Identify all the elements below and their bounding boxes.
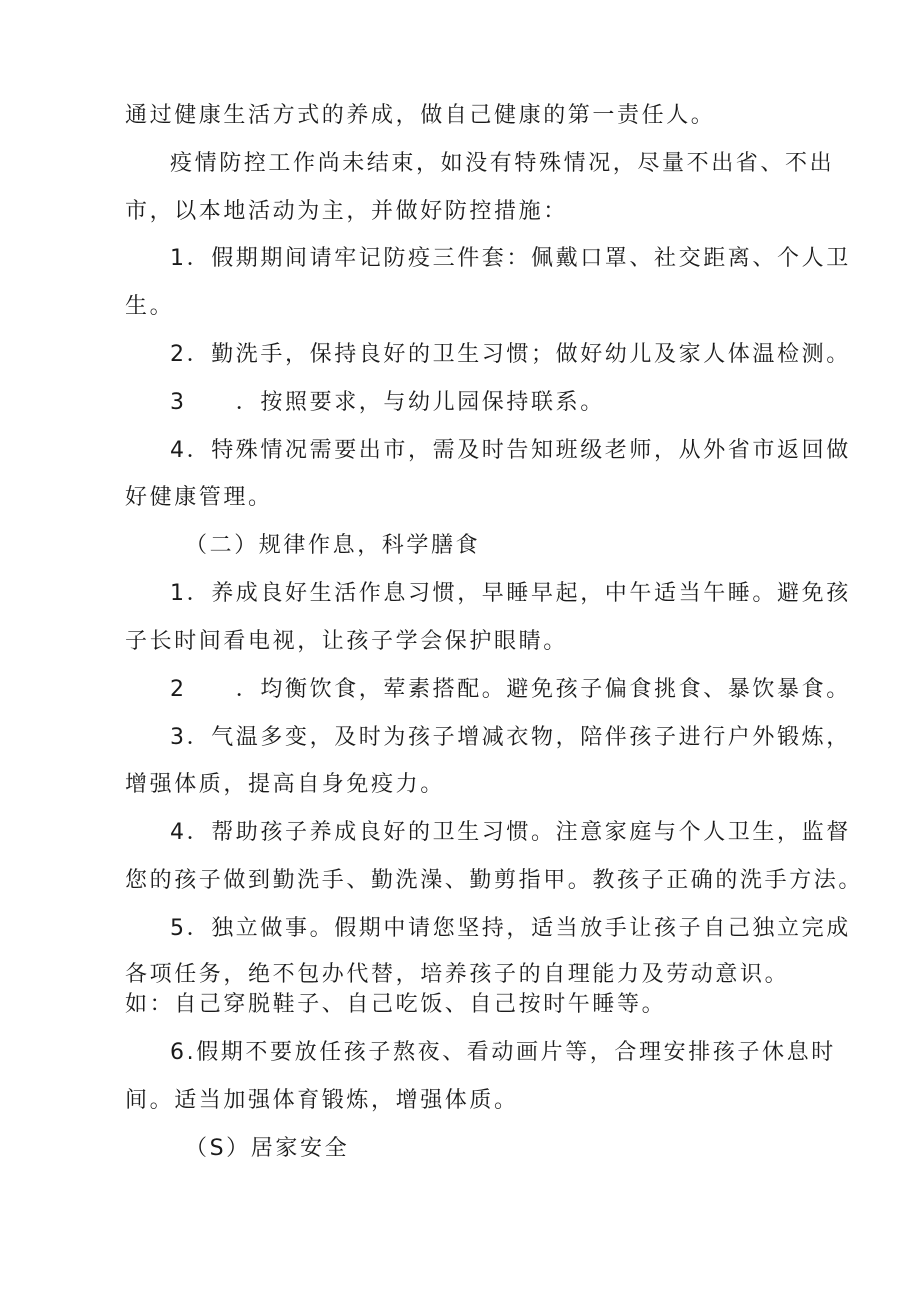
list-item: 2 ．均衡饮食，荤素搭配。避免孩子偏食挑食、暴饮暴食。 [170, 677, 851, 702]
paragraph-line: 疫情防控工作尚未结束，如没有特殊情况，尽量不出省、不出 [170, 151, 835, 176]
list-item: 3 ．按照要求，与幼儿园保持联系。 [170, 390, 605, 415]
paragraph-line: 各项任务，绝不包办代替，培养孩子的自理能力及劳动意识。 [125, 962, 790, 987]
paragraph-line: 通过健康生活方式的养成，做自己健康的第一责任人。 [125, 103, 716, 128]
section-heading: （S）居家安全 [185, 1136, 350, 1161]
paragraph-line: 子长时间看电视，让孩子学会保护眼睛。 [125, 629, 568, 654]
paragraph-line: 如：自己穿脱鞋子、自己吃饭、自己按时午睡等。 [125, 992, 667, 1017]
list-item: 4．帮助孩子养成良好的卫生习惯。注意家庭与个人卫生，监督 [170, 820, 851, 845]
list-item: 2．勤洗手，保持良好的卫生习惯；做好幼儿及家人体温检测。 [170, 342, 851, 367]
section-heading: （二）规律作息，科学膳食 [185, 533, 481, 558]
list-item: 1．假期期间请牢记防疫三件套：佩戴口罩、社交距离、个人卫 [170, 246, 851, 271]
list-item: 5．独立做事。假期中请您坚持，适当放手让孩子自己独立完成 [170, 916, 851, 941]
paragraph-line: 市，以本地活动为主，并做好防控措施： [125, 199, 568, 224]
paragraph-line: 增强体质，提高自身免疫力。 [125, 772, 445, 797]
list-item: 1．养成良好生活作息习惯，早睡早起，中午适当午睡。避免孩 [170, 581, 851, 606]
list-item: 3．气温多变，及时为孩子增减衣物，陪伴孩子进行户外锻炼， [170, 725, 851, 750]
paragraph-line: 好健康管理。 [125, 485, 273, 510]
list-item: 6.假期不要放任孩子熬夜、看动画片等，合理安排孩子休息时 [170, 1040, 836, 1065]
paragraph-line: 您的孩子做到勤洗手、勤洗澡、勤剪指甲。教孩子正确的洗手方法。 [125, 868, 864, 893]
paragraph-line: 生。 [125, 294, 175, 319]
list-item: 4．特殊情况需要出市，需及时告知班级老师，从外省市返回做 [170, 438, 851, 463]
paragraph-line: 间。适当加强体育锻炼，增强体质。 [125, 1088, 519, 1113]
